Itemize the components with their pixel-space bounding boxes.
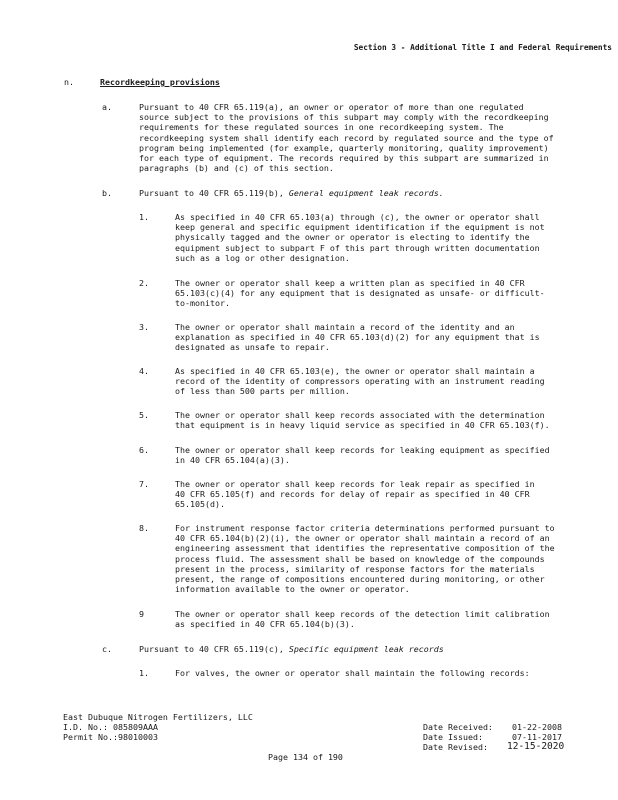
item-text-c-italic: Specific equipment leak records bbox=[288, 644, 444, 654]
page-header: Section 3 - Additional Title I and Federal Requirements bbox=[353, 43, 612, 52]
footer-issued-value: 07-11-2017 bbox=[512, 732, 562, 742]
subitem-c1-text: For valves, the owner or operator shall maintain the following records: bbox=[175, 668, 530, 678]
item-label-b: b. bbox=[102, 188, 112, 198]
subitem-b7-text: The owner or operator shall keep records for leak repair as specified in 40 CFR 65.105(f) and records for delay of repair as specified in 40 CFR 65.105(d). bbox=[175, 479, 535, 510]
subitem-b4-num: 4. bbox=[139, 366, 149, 376]
subitem-b8-num: 8. bbox=[139, 523, 149, 533]
section-letter: n. bbox=[64, 77, 74, 87]
item-label-a: a. bbox=[102, 102, 112, 112]
subitem-b3-num: 3. bbox=[139, 322, 149, 332]
subitem-b9-num: 9 bbox=[139, 609, 144, 619]
footer-permit-value: 98010003 bbox=[118, 732, 158, 742]
subitem-b2-num: 2. bbox=[139, 278, 149, 288]
item-text-a: Pursuant to 40 CFR 65.119(a), an owner or operator of more than one regulated source subject to the provisions of this subpart may comply with the recordkeeping requirements for these regulated sources in one recordkeeping system. The recordkeeping system shall identify each record by regulated source and the type of program being implemented (for example, quarterly monitoring, quality improvement) for each type of equipment. The records required by this subpart are summarized in paragraphs (b) and (c) of this section. bbox=[139, 102, 554, 174]
subitem-b3-text: The owner or operator shall maintain a record of the identity and an explanation as specified in 40 CFR 65.103(d)(2) for any equipment that is designated as unsafe to repair. bbox=[175, 322, 540, 353]
subitem-b8-text: For instrument response factor criteria determinations performed pursuant to 40 CFR 65.104(b)(2)(i), the owner or operator shall maintain a record of an engineering assessment that identifies the representative composition of the process fluid. The assessment shall be based on knowledge of the compounds present in the process, similarity of response factors for the materials present, the range of compositions encountered during monitoring, or other information available to the owner or operator. bbox=[175, 523, 555, 595]
footer-issued-label: Date Issued: bbox=[423, 732, 483, 742]
footer-company: East Dubuque Nitrogen Fertilizers, LLC bbox=[63, 712, 253, 722]
footer-id-value: 085809AAA bbox=[113, 722, 158, 732]
footer-received-label: Date Received: bbox=[423, 722, 493, 732]
subitem-b7-num: 7. bbox=[139, 479, 149, 489]
footer-revised-label: Date Revised: bbox=[423, 742, 488, 752]
footer-received-value: 01-22-2008 bbox=[512, 722, 562, 732]
item-label-c: c. bbox=[102, 644, 112, 654]
item-text-c bbox=[139, 644, 444, 654]
item-text-b-italic: General equipment leak records. bbox=[288, 188, 444, 198]
footer-id-label: I.D. No.: bbox=[63, 722, 108, 732]
subitem-b1-text: As specified in 40 CFR 65.103(a) through (c), the owner or operator shall keep general and specific equipment identification if the equipment is not physically tagged and the owner or operator is electing to identify the equipment subject to subpart F of this part through written documentation such as a log or other designation. bbox=[175, 212, 545, 263]
subitem-c1-num: 1. bbox=[139, 668, 149, 678]
subitem-b4-text: As specified in 40 CFR 65.103(e), the owner or operator shall maintain a record of the identity of compressors operating with an instrument reading of less than 500 parts per million. bbox=[175, 366, 545, 397]
subitem-b5-num: 5. bbox=[139, 410, 149, 420]
subitem-b6-text: The owner or operator shall keep records for leaking equipment as specified in 40 CFR 65.104(a)(3). bbox=[175, 445, 550, 466]
subitem-b5-text: The owner or operator shall keep records associated with the determination that equipment is in heavy liquid service as specified in 40 CFR 65.103(f). bbox=[175, 410, 550, 431]
subitem-b6-num: 6. bbox=[139, 445, 149, 455]
item-text-b-prefix: Pursuant to 40 CFR 65.119(b), bbox=[139, 188, 289, 198]
item-text-c-prefix: Pursuant to 40 CFR 65.119(c), bbox=[139, 644, 289, 654]
subitem-b1-num: 1. bbox=[139, 212, 149, 222]
footer-revised-value: 12-15-2020 bbox=[507, 741, 565, 752]
section-title: Recordkeeping provisions bbox=[100, 77, 220, 87]
item-text-b bbox=[139, 188, 444, 198]
subitem-b9-text: The owner or operator shall keep records of the detection limit calibration as specified in 40 CFR 65.104(b)(3). bbox=[175, 609, 550, 630]
footer-permit-label: Permit No.: bbox=[63, 732, 118, 742]
footer-page-number: Page 134 of 190 bbox=[268, 752, 343, 762]
subitem-b2-text: The owner or operator shall keep a written plan as specified in 40 CFR 65.103(c)(4) for any equipment that is designated as unsafe- or difficult- to-monitor. bbox=[175, 278, 545, 309]
